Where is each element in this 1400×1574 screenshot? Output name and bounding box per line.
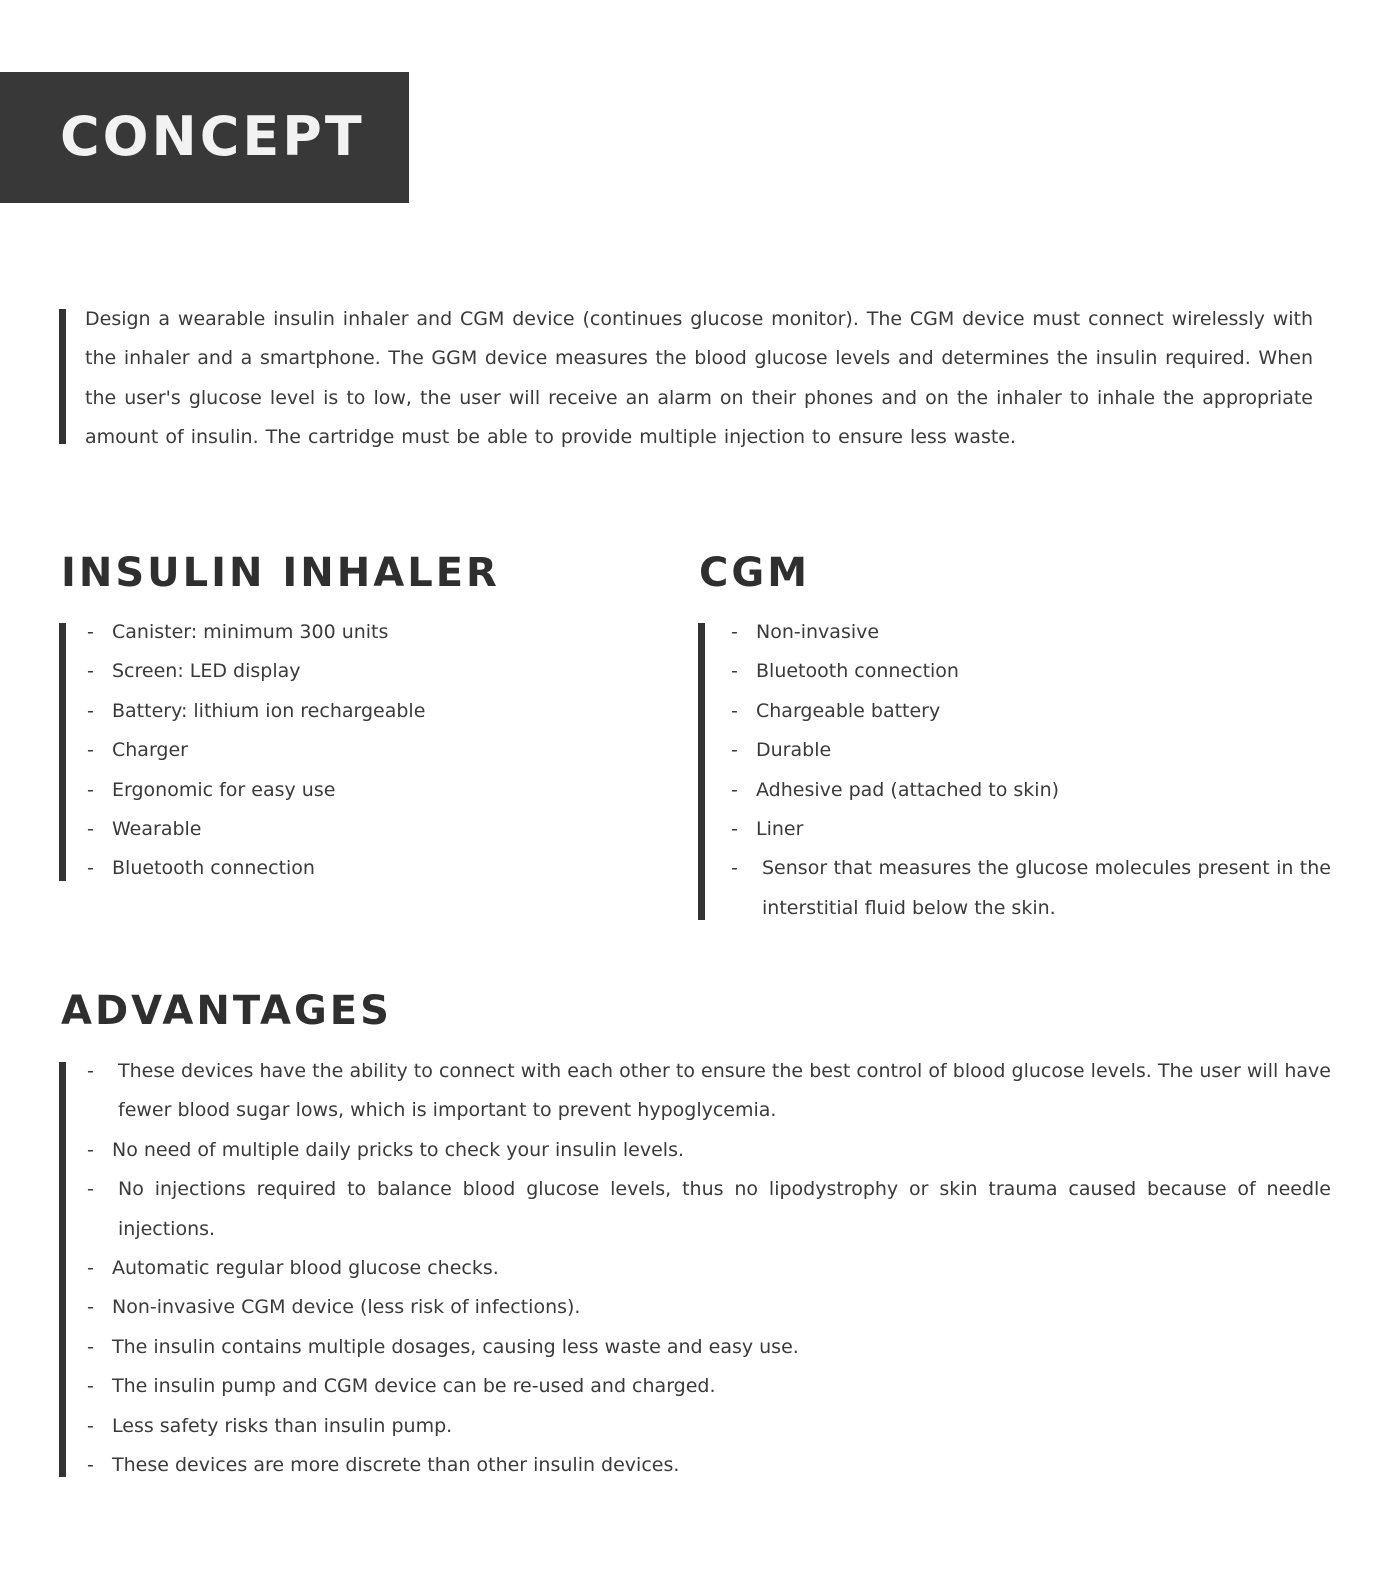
cgm-item: - Non-invasive	[731, 613, 1331, 652]
inhaler-heading: INSULIN INHALER	[61, 550, 500, 596]
advantage-item: - The insulin pump and CGM device can be re-used and charged.	[87, 1367, 1331, 1406]
inhaler-item: - Battery: lithium ion rechargeable	[87, 692, 647, 731]
advantage-item: - Less safety risks than insulin pump.	[87, 1407, 1331, 1446]
inhaler-item: - Ergonomic for easy use	[87, 771, 647, 810]
cgm-item: - Sensor that measures the glucose molecules present in the interstitial fluid below the skin.	[731, 849, 1331, 928]
cgm-list-block	[698, 623, 1331, 920]
inhaler-item: - Screen: LED display	[87, 652, 647, 691]
cgm-heading: CGM	[699, 550, 810, 596]
inhaler-item: - Bluetooth connection	[87, 849, 647, 888]
advantage-item: - Non-invasive CGM device (less risk of infections).	[87, 1288, 1331, 1327]
cgm-item: - Adhesive pad (attached to skin)	[731, 771, 1331, 810]
advantage-item: - No need of multiple daily pricks to check your insulin levels.	[87, 1131, 1331, 1170]
cgm-item: - Bluetooth connection	[731, 652, 1331, 691]
advantage-item: - These devices have the ability to connect with each other to ensure the best control of blood glucose levels. The user will have fewer blood sugar lows, which is important to prevent hypoglycemia.	[87, 1052, 1331, 1131]
advantage-item: - Automatic regular blood glucose checks.	[87, 1249, 1331, 1288]
advantage-item: - These devices are more discrete than other insulin devices.	[87, 1446, 1331, 1485]
intro-paragraph: Design a wearable insulin inhaler and CGM device (continues glucose monitor). The CGM device must connect wirelessly with the inhaler and a smartphone. The GGM device measures the blood glucose levels and determines the insulin required. When the user's glucose level is to low, the user will receive an alarm on their phones and on the inhaler to inhale the appropriate amount of insulin. The cartridge must be able to provide multiple injection to ensure less waste.	[85, 308, 1313, 449]
advantages-heading: ADVANTAGES	[61, 988, 392, 1034]
intro-block	[59, 308, 1313, 449]
inhaler-item: - Canister: minimum 300 units	[87, 613, 647, 652]
title-banner	[0, 72, 409, 203]
inhaler-item: - Charger	[87, 731, 647, 770]
page-title: CONCEPT	[60, 105, 365, 168]
cgm-item: - Liner	[731, 810, 1331, 849]
cgm-item: - Durable	[731, 731, 1331, 770]
advantage-item: - The insulin contains multiple dosages, causing less waste and easy use.	[87, 1328, 1331, 1367]
advantages-list-block	[59, 1062, 1331, 1477]
inhaler-list-block	[59, 623, 647, 881]
inhaler-item: - Wearable	[87, 810, 647, 849]
cgm-item: - Chargeable battery	[731, 692, 1331, 731]
advantage-item: - No injections required to balance blood glucose levels, thus no lipodystrophy or skin trauma caused because of needle injections.	[87, 1170, 1331, 1249]
